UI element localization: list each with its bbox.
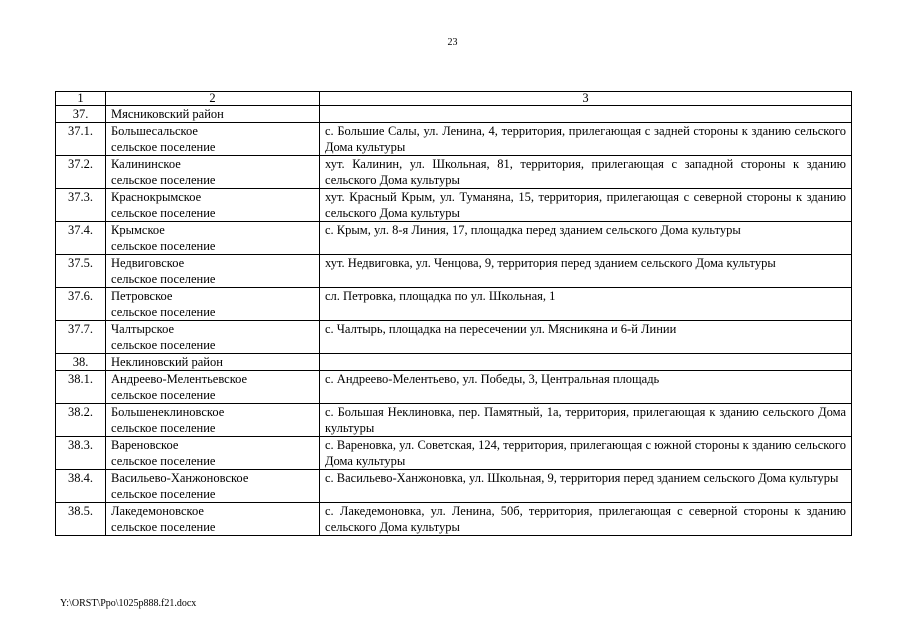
settlement-name: Недвиговское сельское поселение (106, 255, 320, 288)
row-number: 38.3. (56, 437, 106, 470)
table-row (56, 470, 852, 503)
locations-table (55, 91, 852, 536)
settlement-name: Калининское сельское поселение (106, 156, 320, 189)
table-row (56, 404, 852, 437)
row-number: 38.4. (56, 470, 106, 503)
table-row (56, 321, 852, 354)
location-address: хут. Недвиговка, ул. Ченцова, 9, территория перед зданием сельского Дома культуры (320, 255, 852, 288)
settlement-name: Лакедемоновское сельское поселение (106, 503, 320, 536)
footer-file-path: Y:\ORST\Ppo\1025p888.f21.docx (60, 598, 197, 609)
table-header-row (56, 92, 852, 106)
table-row (56, 156, 852, 189)
table-row (56, 371, 852, 404)
table-row (56, 123, 852, 156)
row-number: 37.4. (56, 222, 106, 255)
settlement-name: Большенеклиновское сельское поселение (106, 404, 320, 437)
settlement-name: Андреево-Мелентьевское сельское поселение (106, 371, 320, 404)
location-address: с. Андреево-Мелентьево, ул. Победы, 3, Центральная площадь (320, 371, 852, 404)
settlement-name: Мясниковский район (106, 106, 320, 123)
header-col-2: 2 (106, 92, 320, 106)
location-address (320, 106, 852, 123)
settlement-name: Чалтырское сельское поселение (106, 321, 320, 354)
settlement-name: Петровское сельское поселение (106, 288, 320, 321)
settlement-name: Васильево-Ханжоновское сельское поселение (106, 470, 320, 503)
location-address: с. Васильево-Ханжоновка, ул. Школьная, 9, территория перед зданием сельского Дома культуры (320, 470, 852, 503)
table-row (56, 288, 852, 321)
settlement-name: Вареновское сельское поселение (106, 437, 320, 470)
row-number: 38.5. (56, 503, 106, 536)
location-address: хут. Калинин, ул. Школьная, 81, территория, прилегающая с западной стороны к зданию сельского Дома культуры (320, 156, 852, 189)
location-address: сл. Петровка, площадка по ул. Школьная, 1 (320, 288, 852, 321)
row-number: 38. (56, 354, 106, 371)
row-number: 37.5. (56, 255, 106, 288)
row-number: 37.7. (56, 321, 106, 354)
location-address: с. Вареновка, ул. Советская, 124, территория, прилегающая с южной стороны к зданию сельского Дома культуры (320, 437, 852, 470)
table-row (56, 255, 852, 288)
location-address: с. Чалтырь, площадка на пересечении ул. Мясникяна и 6-й Линии (320, 321, 852, 354)
row-number: 37. (56, 106, 106, 123)
header-col-3: 3 (320, 92, 852, 106)
table-row (56, 437, 852, 470)
table-row (56, 106, 852, 123)
row-number: 38.2. (56, 404, 106, 437)
table-row (56, 189, 852, 222)
row-number: 37.2. (56, 156, 106, 189)
location-address: с. Большие Салы, ул. Ленина, 4, территория, прилегающая с задней стороны к зданию сельского Дома культуры (320, 123, 852, 156)
header-col-1: 1 (56, 92, 106, 106)
location-address (320, 354, 852, 371)
page-number: 23 (447, 37, 458, 48)
location-address: с. Большая Неклиновка, пер. Памятный, 1а, территория, прилегающая к зданию сельского Дома культуры (320, 404, 852, 437)
table-row (56, 354, 852, 371)
row-number: 37.6. (56, 288, 106, 321)
location-address: с. Лакедемоновка, ул. Ленина, 50б, территория, прилегающая с северной стороны к зданию сельского Дома культуры (320, 503, 852, 536)
location-address: хут. Красный Крым, ул. Туманяна, 15, территория, прилегающая с северной стороны к зданию сельского Дома культуры (320, 189, 852, 222)
row-number: 37.3. (56, 189, 106, 222)
settlement-name: Большесальское сельское поселение (106, 123, 320, 156)
settlement-name: Крымское сельское поселение (106, 222, 320, 255)
settlement-name: Краснокрымское сельское поселение (106, 189, 320, 222)
table-row (56, 503, 852, 536)
row-number: 38.1. (56, 371, 106, 404)
settlement-name: Неклиновский район (106, 354, 320, 371)
table-row (56, 222, 852, 255)
location-address: с. Крым, ул. 8-я Линия, 17, площадка перед зданием сельского Дома культуры (320, 222, 852, 255)
row-number: 37.1. (56, 123, 106, 156)
